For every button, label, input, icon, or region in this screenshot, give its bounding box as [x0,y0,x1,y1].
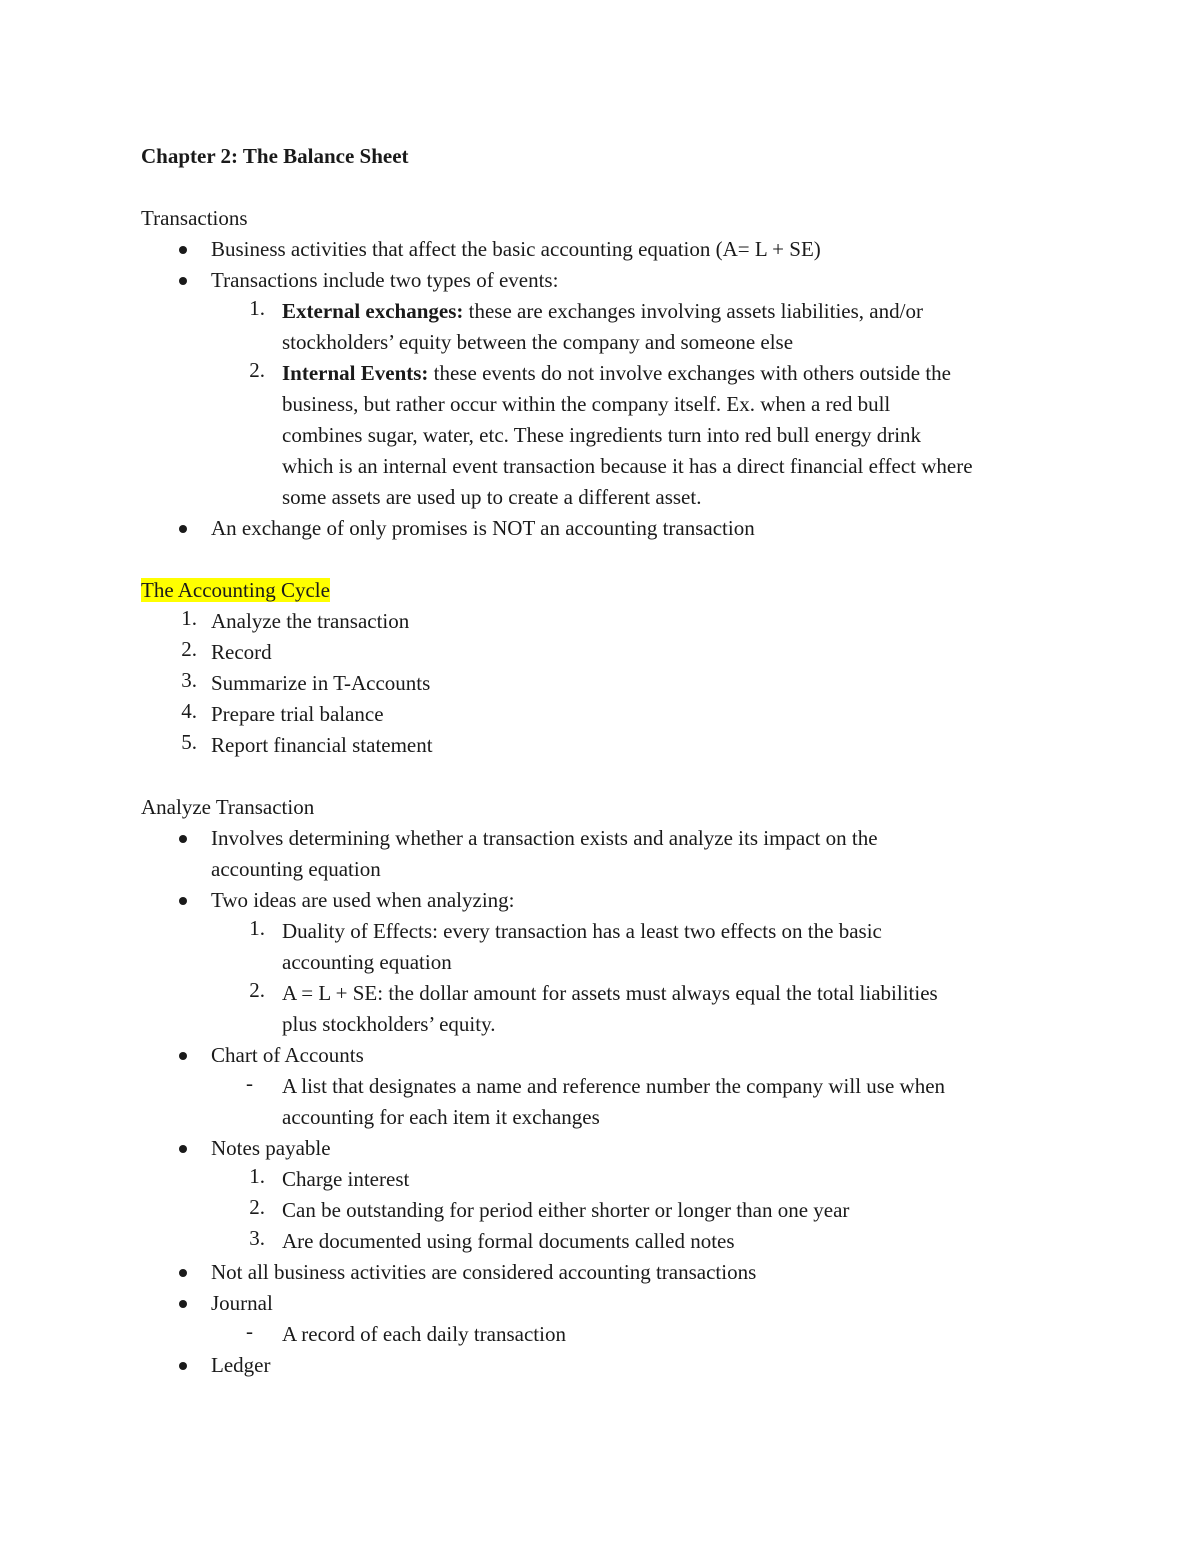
numbered-item: 2. A = L + SE: the dollar amount for assets must always equal the total liabilities plus stockholders’ equity. [141,978,1071,1040]
bullet-item: Two ideas are used when analyzing: [141,885,1071,916]
bullet-icon [179,1269,187,1277]
bullet-icon [179,835,187,843]
bullet-item: Transactions include two types of events: [141,265,1071,296]
dash-item: - A list that designates a name and reference number the company will use when accounting for each item it exchanges [246,1071,946,1129]
numbered-item: 2. Record [141,637,1071,668]
bullet-icon [179,1145,187,1153]
numbered-item: 1. Analyze the transaction [141,606,1071,637]
numbered-item: 3. Summarize in T-Accounts [141,668,1071,699]
list-number: 4. [181,699,197,723]
list-number: 2. [249,978,265,1002]
spacer [141,544,1071,575]
list-number: 3. [249,1226,265,1250]
page-title: Chapter 2: The Balance Sheet [141,144,409,168]
section-heading-accounting-cycle [141,575,1071,606]
list-number: 2. [249,358,265,382]
bullet-item: Ledger [141,1350,1071,1381]
bullet-icon [179,1362,187,1370]
list-number: 2. [181,637,197,661]
highlighted-heading: The Accounting Cycle [141,578,330,602]
bullet-icon [179,277,187,285]
term-bold: External exchanges: [282,299,464,323]
numbered-item: 5. Report financial statement [141,730,1071,761]
bullet-item: Chart of Accounts [141,1040,1071,1071]
numbered-item: 1. Charge interest [141,1164,1071,1195]
dash-item: - A record of each daily transaction [246,1319,566,1346]
bullet-icon [179,525,187,533]
spacer [141,172,1071,203]
term-bold: Internal Events: [282,361,429,385]
bullet-item: An exchange of only promises is NOT an accounting transaction [141,513,1071,544]
numbered-item: 2. Internal Events: these events do not involve exchanges with others outside the business, but rather occur within the company itself. Ex. when a red bull combines sugar, water, etc. These ingredients turn into red bull energy drink which is an internal event transaction because it has a direct financial effect where some assets are used up to create a different asset. [141,358,1071,513]
numbered-item: 1. Duality of Effects: every transaction has a least two effects on the basic accounting equation [141,916,1071,978]
spacer [141,761,1071,792]
numbered-item: 2. Can be outstanding for period either shorter or longer than one year [141,1195,1071,1226]
numbered-item: 4. Prepare trial balance [141,699,1071,730]
document-content [141,141,1071,1381]
section-heading-transactions: Transactions [141,206,248,230]
list-dash: - [246,1319,253,1343]
section-heading-analyze-transaction: Analyze Transaction [141,795,315,819]
list-number: 1. [249,916,265,940]
bullet-icon [179,1300,187,1308]
bullet-item: Notes payable [141,1133,1071,1164]
bullet-item: Business activities that affect the basic accounting equation (A= L + SE) [141,234,1071,265]
bullet-icon [179,246,187,254]
bullet-item: Journal [141,1288,1071,1319]
bullet-icon [179,1052,187,1060]
numbered-item: 3. Are documented using formal documents called notes [141,1226,1071,1257]
numbered-item: 1. External exchanges: these are exchanges involving assets liabilities, and/or stockholders’ equity between the company and someone else [141,296,1071,358]
list-number: 3. [181,668,197,692]
list-dash: - [246,1071,253,1095]
list-number: 5. [181,730,197,754]
bullet-item: Involves determining whether a transaction exists and analyze its impact on the accounting equation [141,823,1071,885]
list-number: 2. [249,1195,265,1219]
bullet-icon [179,897,187,905]
list-number: 1. [249,296,265,320]
bullet-item: Not all business activities are considered accounting transactions [141,1257,1071,1288]
list-number: 1. [249,1164,265,1188]
list-number: 1. [181,606,197,630]
